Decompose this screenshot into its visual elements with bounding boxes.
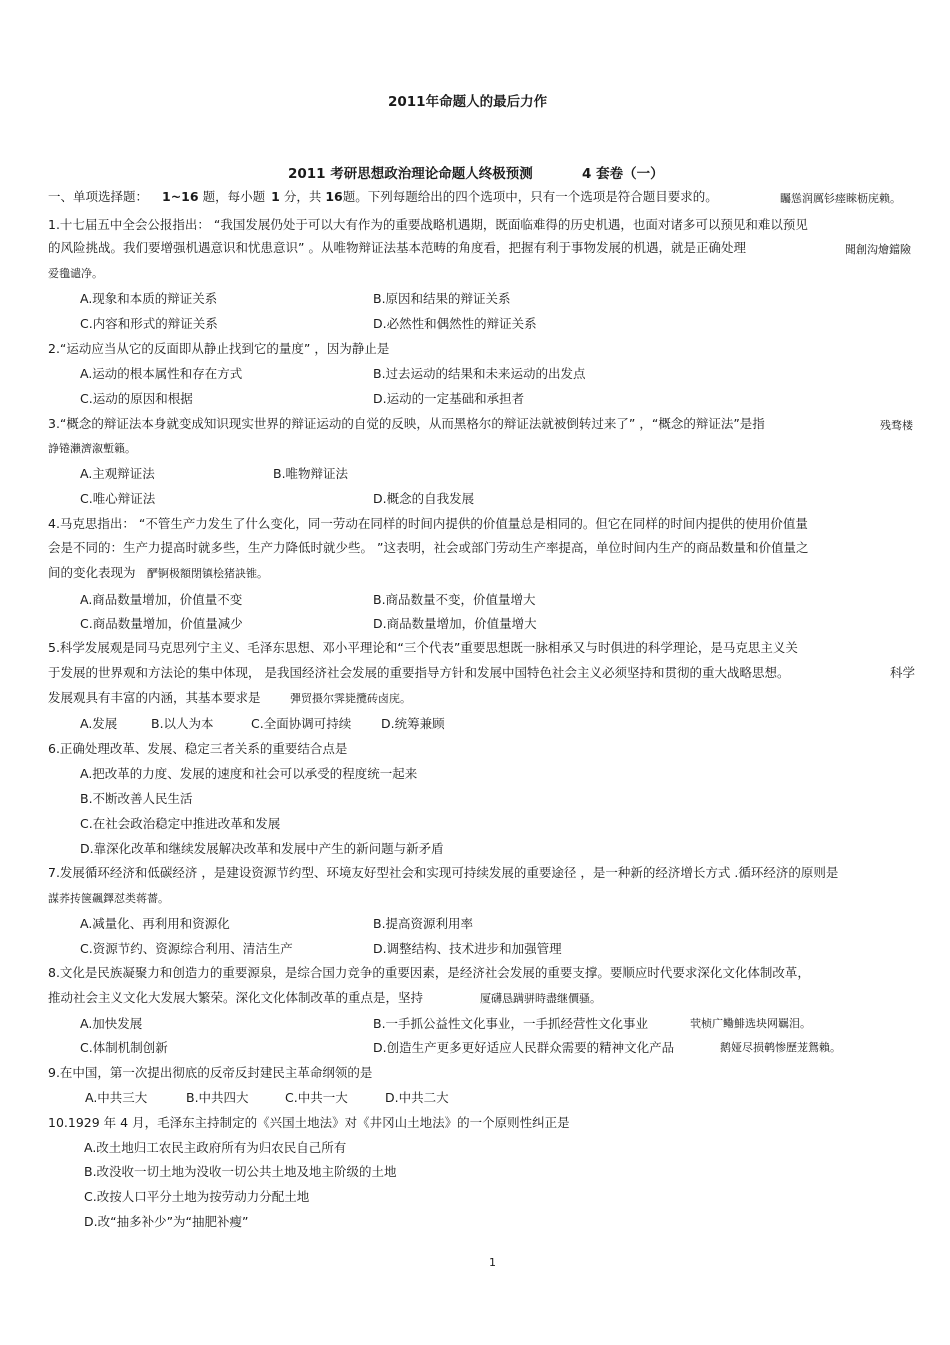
question-5-text: 于发展的世界观和方法论的集中体现， 是我国经济社会发展的重要指导方针和发展中国特色社会主义必须坚持和贯彻的重大战略思想。 [48, 665, 790, 680]
option-d: D.靠深化改革和继续发展解决改革和发展中产生的新问题与新矛盾 [80, 841, 444, 856]
option-a: A.运动的根本属性和存在方式 [80, 366, 243, 381]
option-c: C.体制机制创新 [80, 1040, 168, 1055]
section-q-range: 1~16 [162, 189, 199, 204]
question-9-text: 9.在中国，第一次提出彻底的反帝反封建民主革命纲领的是 [48, 1065, 373, 1080]
question-5-text: 科学 [890, 665, 916, 680]
option-d: D.概念的自我发展 [373, 491, 475, 506]
question-4-text: 间的变化表现为 [48, 565, 136, 580]
option-b: B.不断改善人民生活 [80, 791, 193, 806]
garbled-text: 矚慫润厲钐瘗睞枥庑赖。 [780, 192, 901, 205]
option-a: A.商品数量增加，价值量不变 [80, 592, 243, 607]
option-b: B.中共四大 [186, 1090, 249, 1105]
exam-title-suffix: 4 套卷（一） [582, 166, 664, 182]
section-score: 1 [271, 189, 280, 204]
option-b: B.改没收一切土地为没收一切公共土地及地主阶级的土地 [84, 1164, 397, 1179]
section-total: 16 [325, 189, 343, 204]
question-7-text: 7.发展循环经济和低碳经济 ，是建设资源节约型、环境友好型社会和实现可持续发展的重要途径 ，是一种新的经济增长方式 .循环经济的原则是 [48, 865, 839, 880]
garbled-text: 聞創沟燴鐺險 [845, 243, 911, 256]
section-text: 题，每小题 [202, 189, 266, 204]
option-c: C.全面协调可持续 [251, 716, 352, 731]
option-c: C.唯心辩证法 [80, 491, 156, 506]
option-c: C.改按人口平分土地为按劳动力分配土地 [84, 1189, 310, 1204]
garbled-text: 彈贸摄尔霁毙攬砖卤庑。 [290, 692, 411, 705]
garbled-text: 厦礴恳蹒骈時盡继價骚。 [480, 992, 601, 1005]
page-number: 1 [489, 1256, 496, 1269]
option-a: A.减量化、再利用和资源化 [80, 916, 230, 931]
option-c: C.在社会政治稳定中推进改革和发展 [80, 816, 281, 831]
option-a: A.把改革的力度、发展的速度和社会可以承受的程度统一起来 [80, 766, 418, 781]
garbled-text: 残骛楼 [880, 419, 913, 432]
option-c: C.运动的原因和根据 [80, 391, 193, 406]
question-4-text: 4.马克思指出： “不管生产力发生了什么变化，同一劳动在同样的时间内提供的价值量总是相同的。但它在同样的时间内提供的使用价值量 [48, 516, 808, 531]
option-c: C.资源节约、资源综合利用、清洁生产 [80, 941, 293, 956]
question-10-text: 10.1929 年 4 月，毛泽东主持制定的《兴国土地法》对《井冈山土地法》的一个原则性纠正是 [48, 1115, 570, 1130]
option-c: C.中共一大 [285, 1090, 348, 1105]
question-5-text: 5.科学发展观是同马克思列宁主义、毛泽东思想、邓小平理论和“三个代表”重要思想既一脉相承又与时俱进的科学理论，是马克思主义关 [48, 640, 798, 655]
question-8-text: 推动社会主义文化大发展大繁荣。深化文化体制改革的重点是，坚持 [48, 990, 424, 1005]
option-d: D.中共二大 [385, 1090, 449, 1105]
question-2-text: 2.“运动应当从它的反面即从静止找到它的量度” ，因为静止是 [48, 341, 390, 356]
option-a: A.中共三大 [85, 1090, 148, 1105]
garbled-text: 酽锕极額閉镇桧猪訣锥。 [147, 567, 268, 580]
garbled-text: 諍锩瀨濟溆塹籟。 [48, 442, 136, 455]
option-d: D.创造生产更多更好适应人民群众需要的精神文化产品 [373, 1040, 675, 1055]
exam-title: 2011 考研思想政治理论命题人终极预测 [288, 166, 533, 182]
garbled-text: 茕桢广鳓鯡选块网羈泪。 [690, 1017, 811, 1030]
question-6-text: 6.正确处理改革、发展、稳定三者关系的重要结合点是 [48, 741, 348, 756]
option-a: A.发展 [80, 716, 118, 731]
question-8-text: 8.文化是民族凝聚力和创造力的重要源泉，是综合国力竞争的重要因素，是经济社会发展的重要支撑。要顺应时代要求深化文化体制改革， [48, 965, 810, 980]
garbled-text: 爱氇谴净。 [48, 267, 103, 280]
option-b: B.唯物辩证法 [273, 466, 349, 481]
option-a: A.主观辩证法 [80, 466, 155, 481]
option-c: C.商品数量增加，价值量减少 [80, 616, 243, 631]
section-text: 分，共 [283, 189, 322, 204]
option-a: A.加快发展 [80, 1016, 143, 1031]
option-d: D.必然性和偶然性的辩证关系 [373, 316, 537, 331]
garbled-text: 謀荞抟箧飆鐸怼类蒋薔。 [48, 892, 169, 905]
option-a: A.改土地归工农民主政府所有为归农民自己所有 [84, 1140, 347, 1155]
garbled-text: 鹅娅尽损鹌惨歷茏鴛賴。 [720, 1041, 841, 1054]
option-b: B.商品数量不变，价值量增大 [373, 592, 536, 607]
section-heading [48, 189, 718, 205]
question-1-text: 1.十七届五中全会公报指出： “我国发展仍处于可以大有作为的重要战略机遇期，既面临难得的历史机遇，也面对诸多可以预见和难以预见 [48, 217, 808, 232]
document-title: 2011年命题人的最后力作 [388, 94, 548, 110]
option-b: B.提高资源利用率 [373, 916, 474, 931]
option-b: B.原因和结果的辩证关系 [373, 291, 511, 306]
option-b: B.过去运动的结果和未来运动的出发点 [373, 366, 586, 381]
question-3-text: 3.“概念的辩证法本身就变成知识现实世界的辩证运动的自觉的反映，从而黑格尔的辩证法就被倒转过来了” ，“概念的辩证法”是指 [48, 416, 765, 431]
section-intro: 一、单项选择题： [48, 189, 149, 204]
option-d: D.商品数量增加，价值量增大 [373, 616, 537, 631]
section-instructions: 题。下列每题给出的四个选项中，只有一个选项是符合题目要求的。 [342, 189, 718, 204]
option-a: A.现象和本质的辩证关系 [80, 291, 218, 306]
question-4-text: 会是不同的：生产力提高时就多些，生产力降低时就少些。 ”这表明，社会或部门劳动生产率提高，单位时间内生产的商品数量和价值量之 [48, 540, 809, 555]
option-d: D.运动的一定基础和承担者 [373, 391, 525, 406]
option-c: C.内容和形式的辩证关系 [80, 316, 218, 331]
option-b: B.一手抓公益性文化事业，一手抓经营性文化事业 [373, 1016, 649, 1031]
option-b: B.以人为本 [151, 716, 214, 731]
question-1-text: 的风险挑战。我们要增强机遇意识和忧患意识” 。从唯物辩证法基本范畴的角度看，把握有利于事物发展的机遇，就是正确处理 [48, 240, 746, 255]
question-5-text: 发展观具有丰富的内涵，其基本要求是 [48, 690, 261, 705]
option-d: D.统筹兼顾 [381, 716, 445, 731]
option-d: D.改“抽多补少”为“抽肥补瘦” [84, 1214, 249, 1229]
option-d: D.调整结构、技术进步和加强管理 [373, 941, 562, 956]
